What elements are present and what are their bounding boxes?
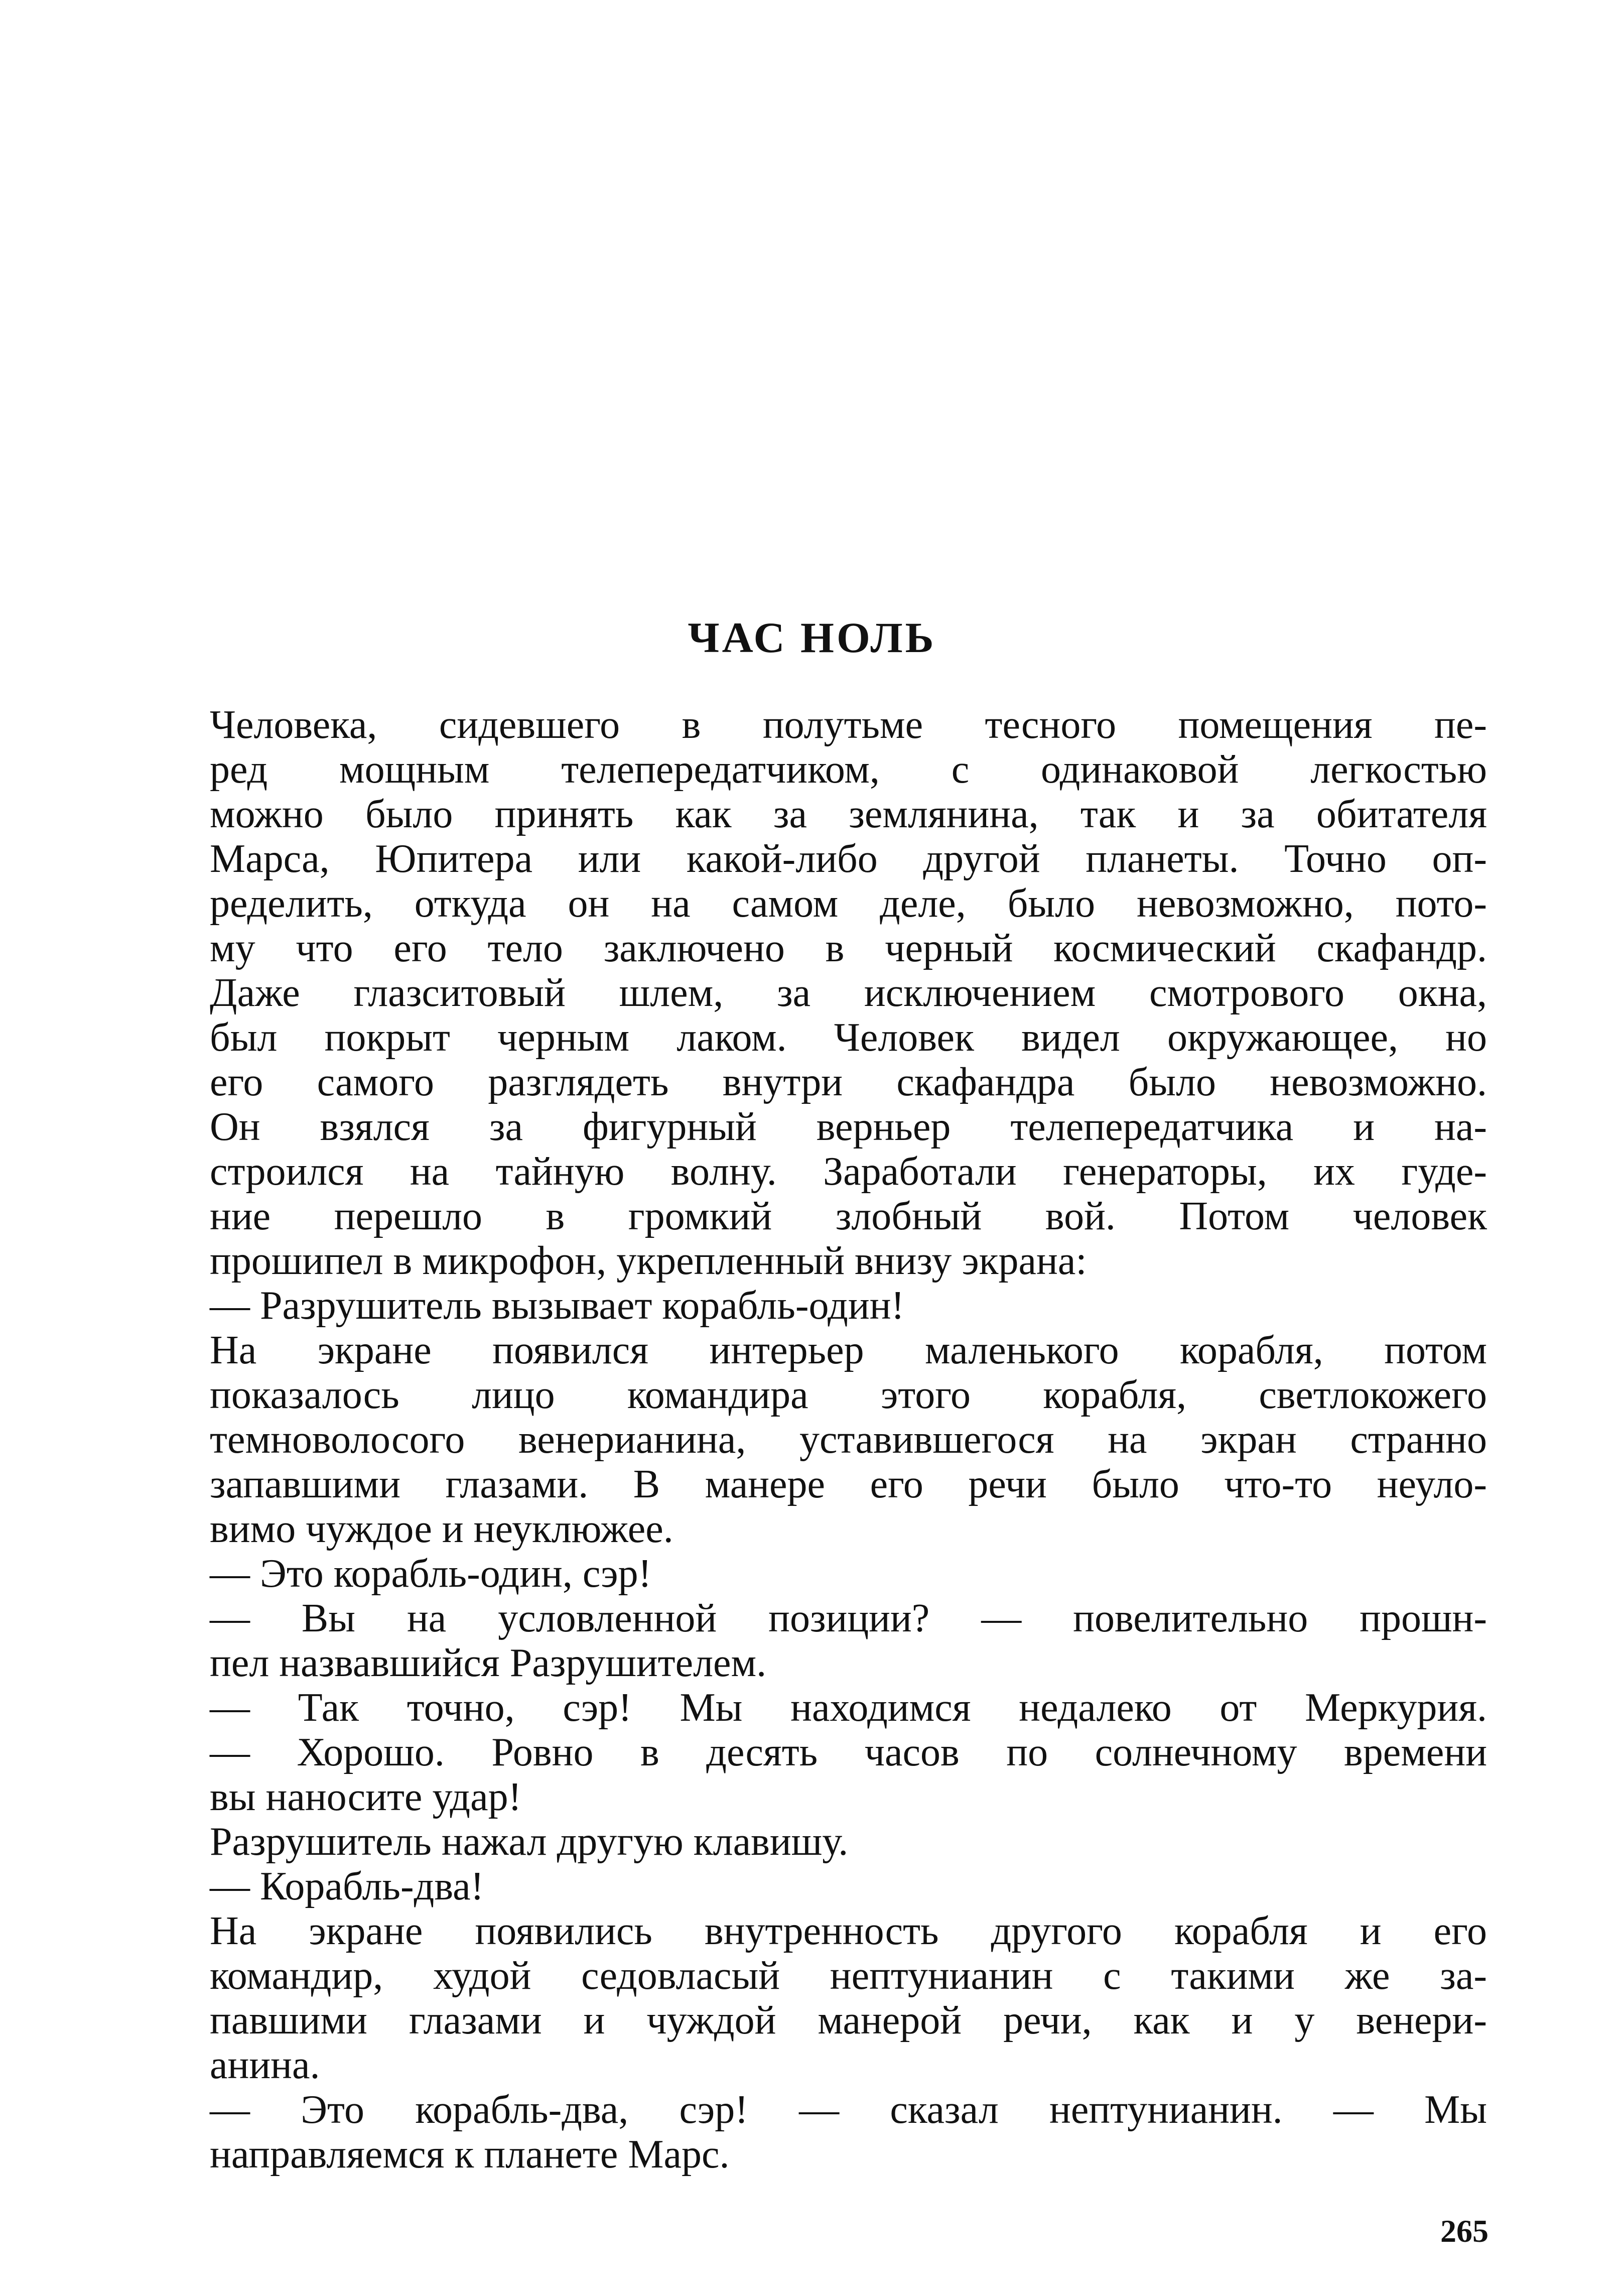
text-line: Даже глазситовый шлем, за исключением смотрового окна,	[210, 971, 1487, 1015]
text-line: направляемся к планете Марс.	[210, 2132, 730, 2177]
text-line: Человека, сидевшего в полутьме тесного помещения пе-	[210, 703, 1487, 747]
text-line: ние перешло в громкий злобный вой. Потом человек	[210, 1194, 1487, 1238]
text-line: На экране появились внутренность другого корабля и его	[210, 1909, 1487, 1953]
text-line: Разрушитель нажал другую клавишу.	[210, 1820, 849, 1864]
text-line: ределить, откуда он на самом деле, было невозможно, пото-	[210, 881, 1487, 926]
text-line: — Разрушитель вызывает корабль-один!	[210, 1284, 905, 1328]
page-number: 265	[1440, 2213, 1488, 2249]
text-line: — Это корабль-два, сэр! — сказал нептунианин. — Мы	[210, 2088, 1487, 2132]
text-line: анина.	[210, 2043, 320, 2087]
text-line: вимо чуждое и неуклюжее.	[210, 1507, 673, 1551]
text-line: вы наносите удар!	[210, 1775, 522, 1819]
text-line: — Так точно, сэр! Мы находимся недалеко от Меркурия.	[210, 1686, 1487, 1730]
text-line: был покрыт черным лаком. Человек видел окружающее, но	[210, 1015, 1487, 1060]
text-line: — Вы на условленной позиции? — повелительно прошн-	[210, 1596, 1487, 1640]
text-line: павшими глазами и чуждой манерой речи, как и у венери-	[210, 1998, 1487, 2043]
text-line: — Это корабль-один, сэр!	[210, 1552, 652, 1596]
text-line: ред мощным телепередатчиком, с одинаковой легкостью	[210, 747, 1487, 792]
text-line: пел назвавшийся Разрушителем.	[210, 1641, 767, 1685]
text-line: му что его тело заключено в черный космический скафандр.	[210, 926, 1487, 970]
text-line: — Хорошо. Ровно в десять часов по солнечному времени	[210, 1730, 1487, 1774]
text-line: На экране появился интерьер маленького корабля, потом	[210, 1328, 1487, 1372]
text-line: командир, худой седовласый нептунианин с такими же за-	[210, 1954, 1487, 1998]
text-line: строился на тайную волну. Заработали генераторы, их гуде-	[210, 1150, 1487, 1194]
text-line: Марса, Юпитера или какой-либо другой планеты. Точно оп-	[210, 837, 1487, 881]
text-line: запавшими глазами. В манере его речи было что-то неуло-	[210, 1462, 1487, 1506]
text-line: можно было принять как за землянина, так и за обитателя	[210, 792, 1487, 836]
chapter-body	[210, 703, 1487, 2177]
chapter-title: ЧАС НОЛЬ	[688, 613, 936, 662]
text-line: темноволосого венерианина, уставившегося на экран странно	[210, 1418, 1487, 1462]
text-line: Он взялся за фигурный верньер телепередатчика и на-	[210, 1105, 1487, 1149]
text-line: показалось лицо командира этого корабля, светлокожего	[210, 1373, 1487, 1417]
text-line: — Корабль-два!	[210, 1864, 484, 1908]
text-line: прошипел в микрофон, укрепленный внизу экрана:	[210, 1239, 1087, 1283]
text-line: его самого разглядеть внутри скафандра было невозможно.	[210, 1060, 1487, 1104]
